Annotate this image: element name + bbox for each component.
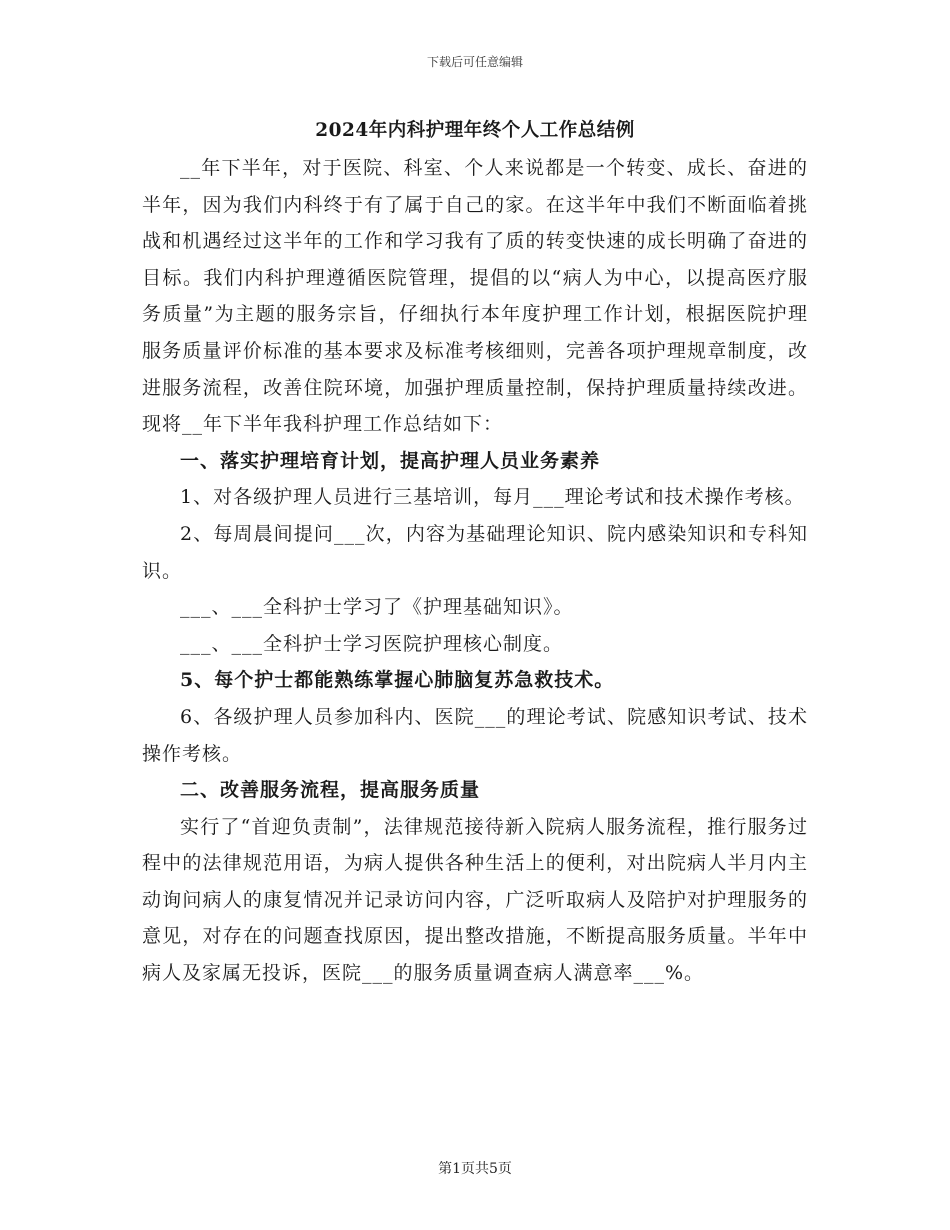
paragraph-service: 实行了“首迎负责制”，法律规范接待新入院病人服务流程，推行服务过程中的法律规范用语，为病人提供各种生活上的便利，对出院病人半月内主动询问病人的康复情况并记录访问内容，广泛听取病人及陪护对护理服务的意见，对存在的问题查找原因，提出整改措施，不断提高服务质量。半年中病人及家属无投诉，医院___的服务质量调查病人满意率___%。: [142, 815, 808, 985]
list-item-bold: 5、每个护士都能熟练掌握心肺脑复苏急救技术。: [180, 669, 615, 692]
list-item: ___、___全科护士学习医院护理核心制度。: [180, 632, 564, 655]
section-heading-service: 二、改善服务流程，提高服务质量: [180, 779, 481, 802]
page-footer: 第1页共5页: [438, 1161, 512, 1177]
document-title: 2024年内科护理年终个人工作总结例: [315, 120, 635, 141]
list-item: 1、对各级护理人员进行三基培训，每月___理论考试和技术操作考核。: [180, 486, 805, 509]
paragraph-intro: __年下半年，对于医院、科室、个人来说都是一个转变、成长、奋进的半年，因为我们内科终于有了属于自己的家。在这半年中我们不断面临着挑战和机遇经过这半年的工作和学习我有了质的转变快速的成长明确了奋进的目标。我们内科护理遵循医院管理，提倡的以“病人为中心，以提高医疗服务质量”为主题的服务宗旨，仔细执行本年度护理工作计划，根据医院护理服务质量评价标准的基本要求及标准考核细则，完善各项护理规章制度，改进服务流程，改善住院环境，加强护理质量控制，保持护理质量持续改进。现将__年下半年我科护理工作总结如下：: [142, 157, 808, 436]
list-item: 2、每周晨间提问___次，内容为基础理论知识、院内感染知识和专科知识。: [142, 522, 808, 582]
header-note: 下载后可任意编辑: [426, 55, 523, 69]
list-item: 6、各级护理人员参加科内、医院___的理论考试、院感知识考试、技术操作考核。: [142, 705, 808, 765]
section-heading-training: 一、落实护理培育计划，提高护理人员业务素养: [180, 449, 601, 472]
list-item: ___、___全科护士学习了《护理基础知识》。: [180, 596, 574, 619]
document-body: [142, 150, 808, 992]
